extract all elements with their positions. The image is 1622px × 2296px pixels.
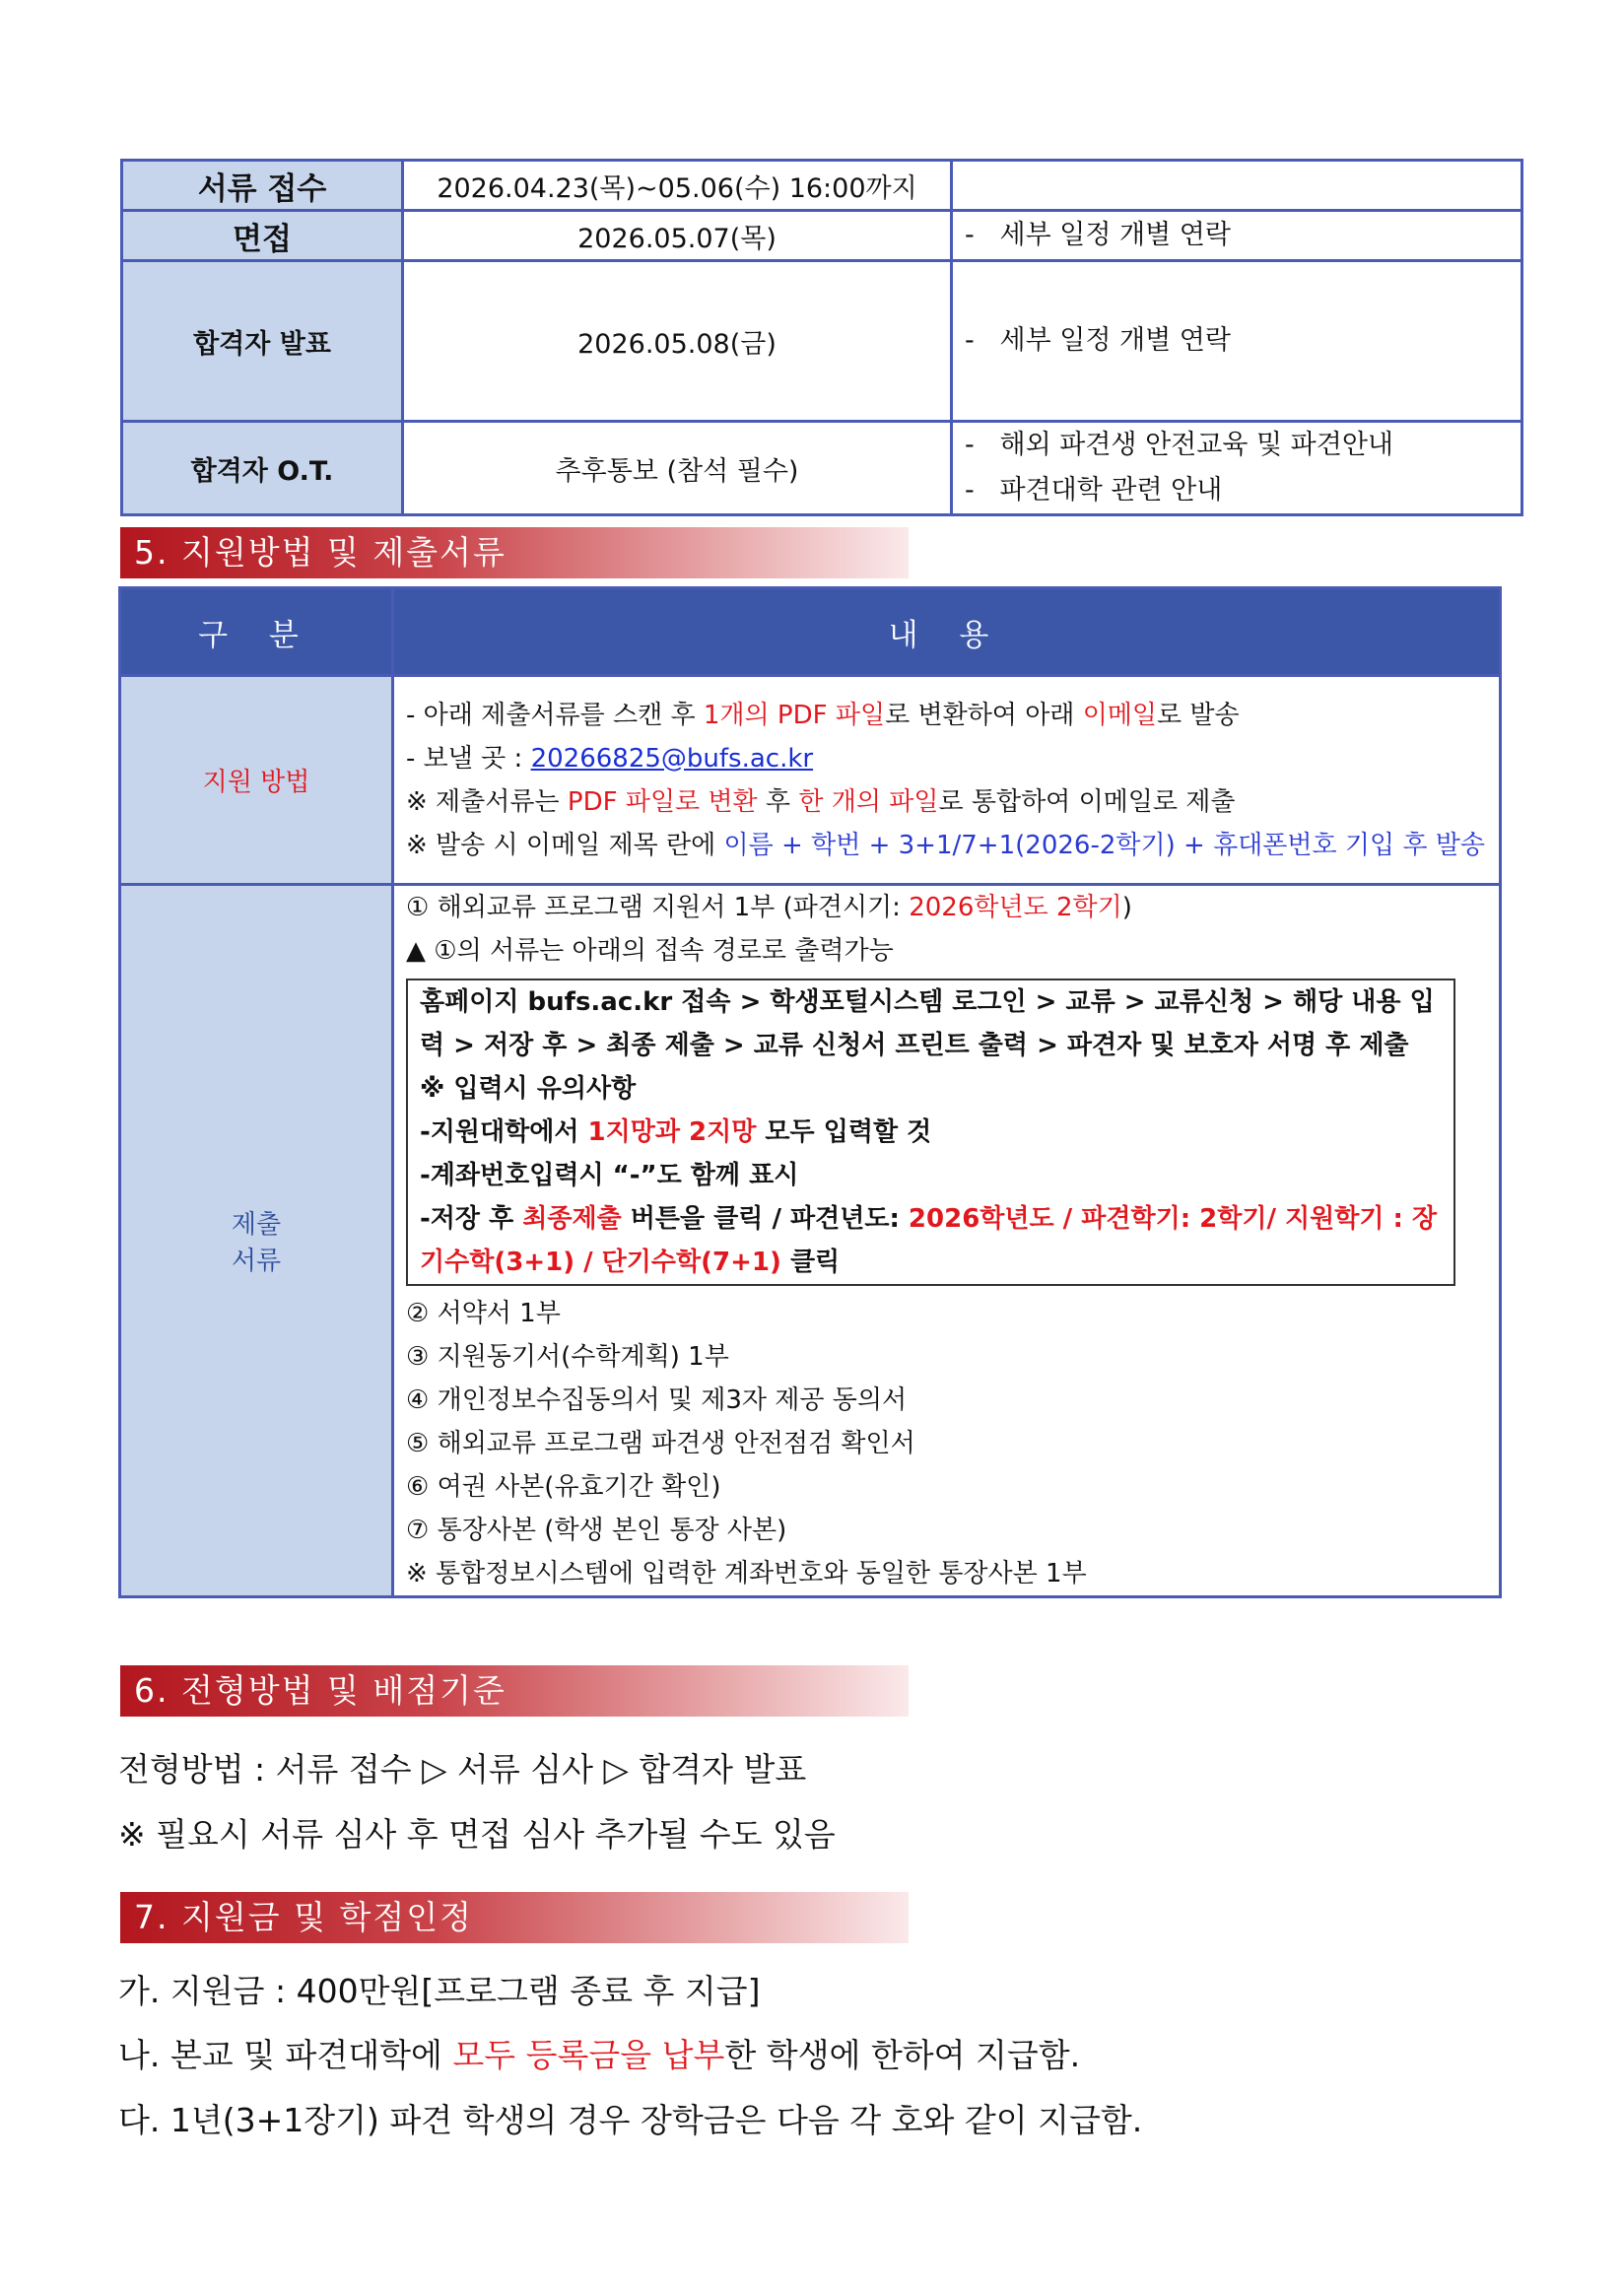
text: -저장 후	[420, 1204, 523, 1234]
text: 2026학년도 / 파견학기: 2학기/ 지원학기 : 장기수학(3+1) / 단기수학(7+1)	[420, 1204, 1438, 1277]
text: ※ 제출서류는	[406, 786, 568, 817]
text: 이름 + 학번 + 3+1/7+1(2026-2학기) + 휴대폰번호 기입 후 발송	[723, 830, 1486, 860]
paragraph	[118, 2030, 1080, 2076]
docs-label-line: 제출	[231, 1210, 282, 1240]
text: 나. 본교 및 파견대학에	[118, 2036, 453, 2074]
section-title: 5. 지원방법 및 제출서류	[120, 527, 909, 578]
text: -계좌번호입력시 “-”도 함께 표시	[420, 1161, 799, 1190]
section-title: 6. 전형방법 및 배점기준	[120, 1665, 909, 1717]
text: PDF 파일로 변환	[567, 786, 758, 817]
text: ▲ ①의 서류는 아래의 접속 경로로 출력가능	[406, 936, 894, 966]
text: 로 통합하여 이메일로 제출	[938, 786, 1236, 817]
schedule-label: 합격자 O.T.	[122, 422, 403, 515]
schedule-row	[122, 261, 1522, 422]
text: 1지망과 2지망	[587, 1117, 757, 1147]
docs-label-line: 서류	[231, 1247, 282, 1276]
schedule-label: 합격자 발표	[122, 261, 403, 422]
schedule-label: 서류 접수	[122, 161, 403, 211]
schedule-value: 추후통보 (참석 필수)	[403, 422, 952, 515]
list-item: ⑥ 여권 사본(유효기간 확인)	[406, 1472, 721, 1502]
header-category: 구 분	[120, 588, 393, 676]
method-label: 지원 방법	[120, 676, 393, 885]
paragraph: 가. 지원금 : 400만원[프로그램 종료 후 지급]	[118, 1972, 761, 2010]
text: 클릭	[780, 1248, 841, 1277]
text: 모두 입력할 것	[756, 1117, 932, 1147]
schedule-value: 2026.05.07(목)	[403, 211, 952, 261]
text: 한 학생에 한하여 지급함.	[724, 2036, 1081, 2074]
schedule-row	[122, 422, 1522, 515]
schedule-row	[122, 211, 1522, 261]
list-item: ⑦ 통장사본 (학생 본인 통장 사본)	[406, 1516, 787, 1545]
text: 버튼을 클릭 / 파견년도:	[621, 1204, 909, 1234]
email-link[interactable]: 20266825@bufs.ac.kr	[530, 743, 814, 774]
text: 후	[757, 786, 799, 817]
text: ① 해외교류 프로그램 지원서 1부 (파견시기:	[406, 893, 910, 922]
text: )	[1121, 893, 1132, 922]
schedule-note: - 세부 일정 개별 연락	[952, 261, 1522, 422]
text: 홈페이지 bufs.ac.kr 접속 > 학생포털시스템 로그인 > 교류 > 교류신청 > 해당 내용 입력 > 저장 후 > 최종 제출 > 교류 신청서 프린트 출력 > 파견자 및 보호자 서명 후 제출	[420, 987, 1435, 1060]
text: - 보낼 곳 :	[406, 743, 531, 774]
text: 최종제출	[522, 1204, 622, 1234]
header-content: 내 용	[393, 588, 1501, 676]
schedule-table	[120, 159, 1523, 516]
text: -지원대학에서	[420, 1117, 588, 1147]
table-header	[120, 588, 1501, 676]
list-item: ② 서약서 1부	[406, 1299, 561, 1328]
schedule-value: 2026.05.08(금)	[403, 261, 952, 422]
docs-content	[393, 885, 1501, 1597]
list-item: ※ 통합정보시스템에 입력한 계좌번호와 동일한 통장사본 1부	[406, 1559, 1087, 1588]
list-item: ④ 개인정보수집동의서 및 제3자 제공 동의서	[406, 1385, 908, 1415]
schedule-note	[952, 161, 1522, 211]
schedule-note-text: 세부 일정 개별 연락	[999, 220, 1231, 250]
text: ※ 발송 시 이메일 제목 란에	[406, 830, 724, 860]
method-content	[393, 676, 1501, 885]
text: ※ 입력시 유의사항	[420, 1074, 637, 1104]
paragraph: 전형방법 : 서류 접수 ▷ 서류 심사 ▷ 합격자 발표	[118, 1750, 807, 1789]
schedule-value: 2026.04.23(목)~05.06(수) 16:00까지	[403, 161, 952, 211]
list-item: ⑤ 해외교류 프로그램 파견생 안전점검 확인서	[406, 1429, 915, 1458]
schedule-row	[122, 161, 1522, 211]
docs-label	[120, 885, 393, 1597]
table-row	[120, 885, 1501, 1597]
schedule-note: - 세부 일정 개별 연락	[952, 211, 1522, 261]
text: 이메일	[1082, 700, 1158, 730]
text: 로 발송	[1157, 700, 1240, 730]
schedule-note-text: 파견대학 관련 안내	[999, 475, 1223, 506]
text: 로 변환하여 아래	[885, 700, 1083, 730]
text: 한 개의 파일	[798, 786, 939, 817]
path-box	[406, 979, 1455, 1286]
table-row	[120, 676, 1501, 885]
text: 모두 등록금을 납부	[452, 2036, 725, 2074]
paragraph: ※ 필요시 서류 심사 후 면접 심사 추가될 수도 있음	[118, 1815, 836, 1854]
text: - 아래 제출서류를 스캔 후	[406, 700, 704, 730]
text: 2026학년도 2학기	[909, 893, 1122, 922]
schedule-note-text: 세부 일정 개별 연락	[999, 325, 1231, 356]
schedule-note: - 해외 파견생 안전교육 및 파견안내 - 파견대학 관련 안내	[952, 422, 1522, 515]
schedule-label: 면접	[122, 211, 403, 261]
schedule-note-text: 해외 파견생 안전교육 및 파견안내	[999, 430, 1393, 460]
list-item: ③ 지원동기서(수학계획) 1부	[406, 1342, 729, 1372]
section-title: 7. 지원금 및 학점인정	[120, 1892, 909, 1943]
application-table	[118, 586, 1502, 1598]
text: 1개의 PDF 파일	[703, 700, 886, 730]
paragraph: 다. 1년(3+1장기) 파견 학생의 경우 장학금은 다음 각 호와 같이 지급함.	[118, 2101, 1143, 2139]
